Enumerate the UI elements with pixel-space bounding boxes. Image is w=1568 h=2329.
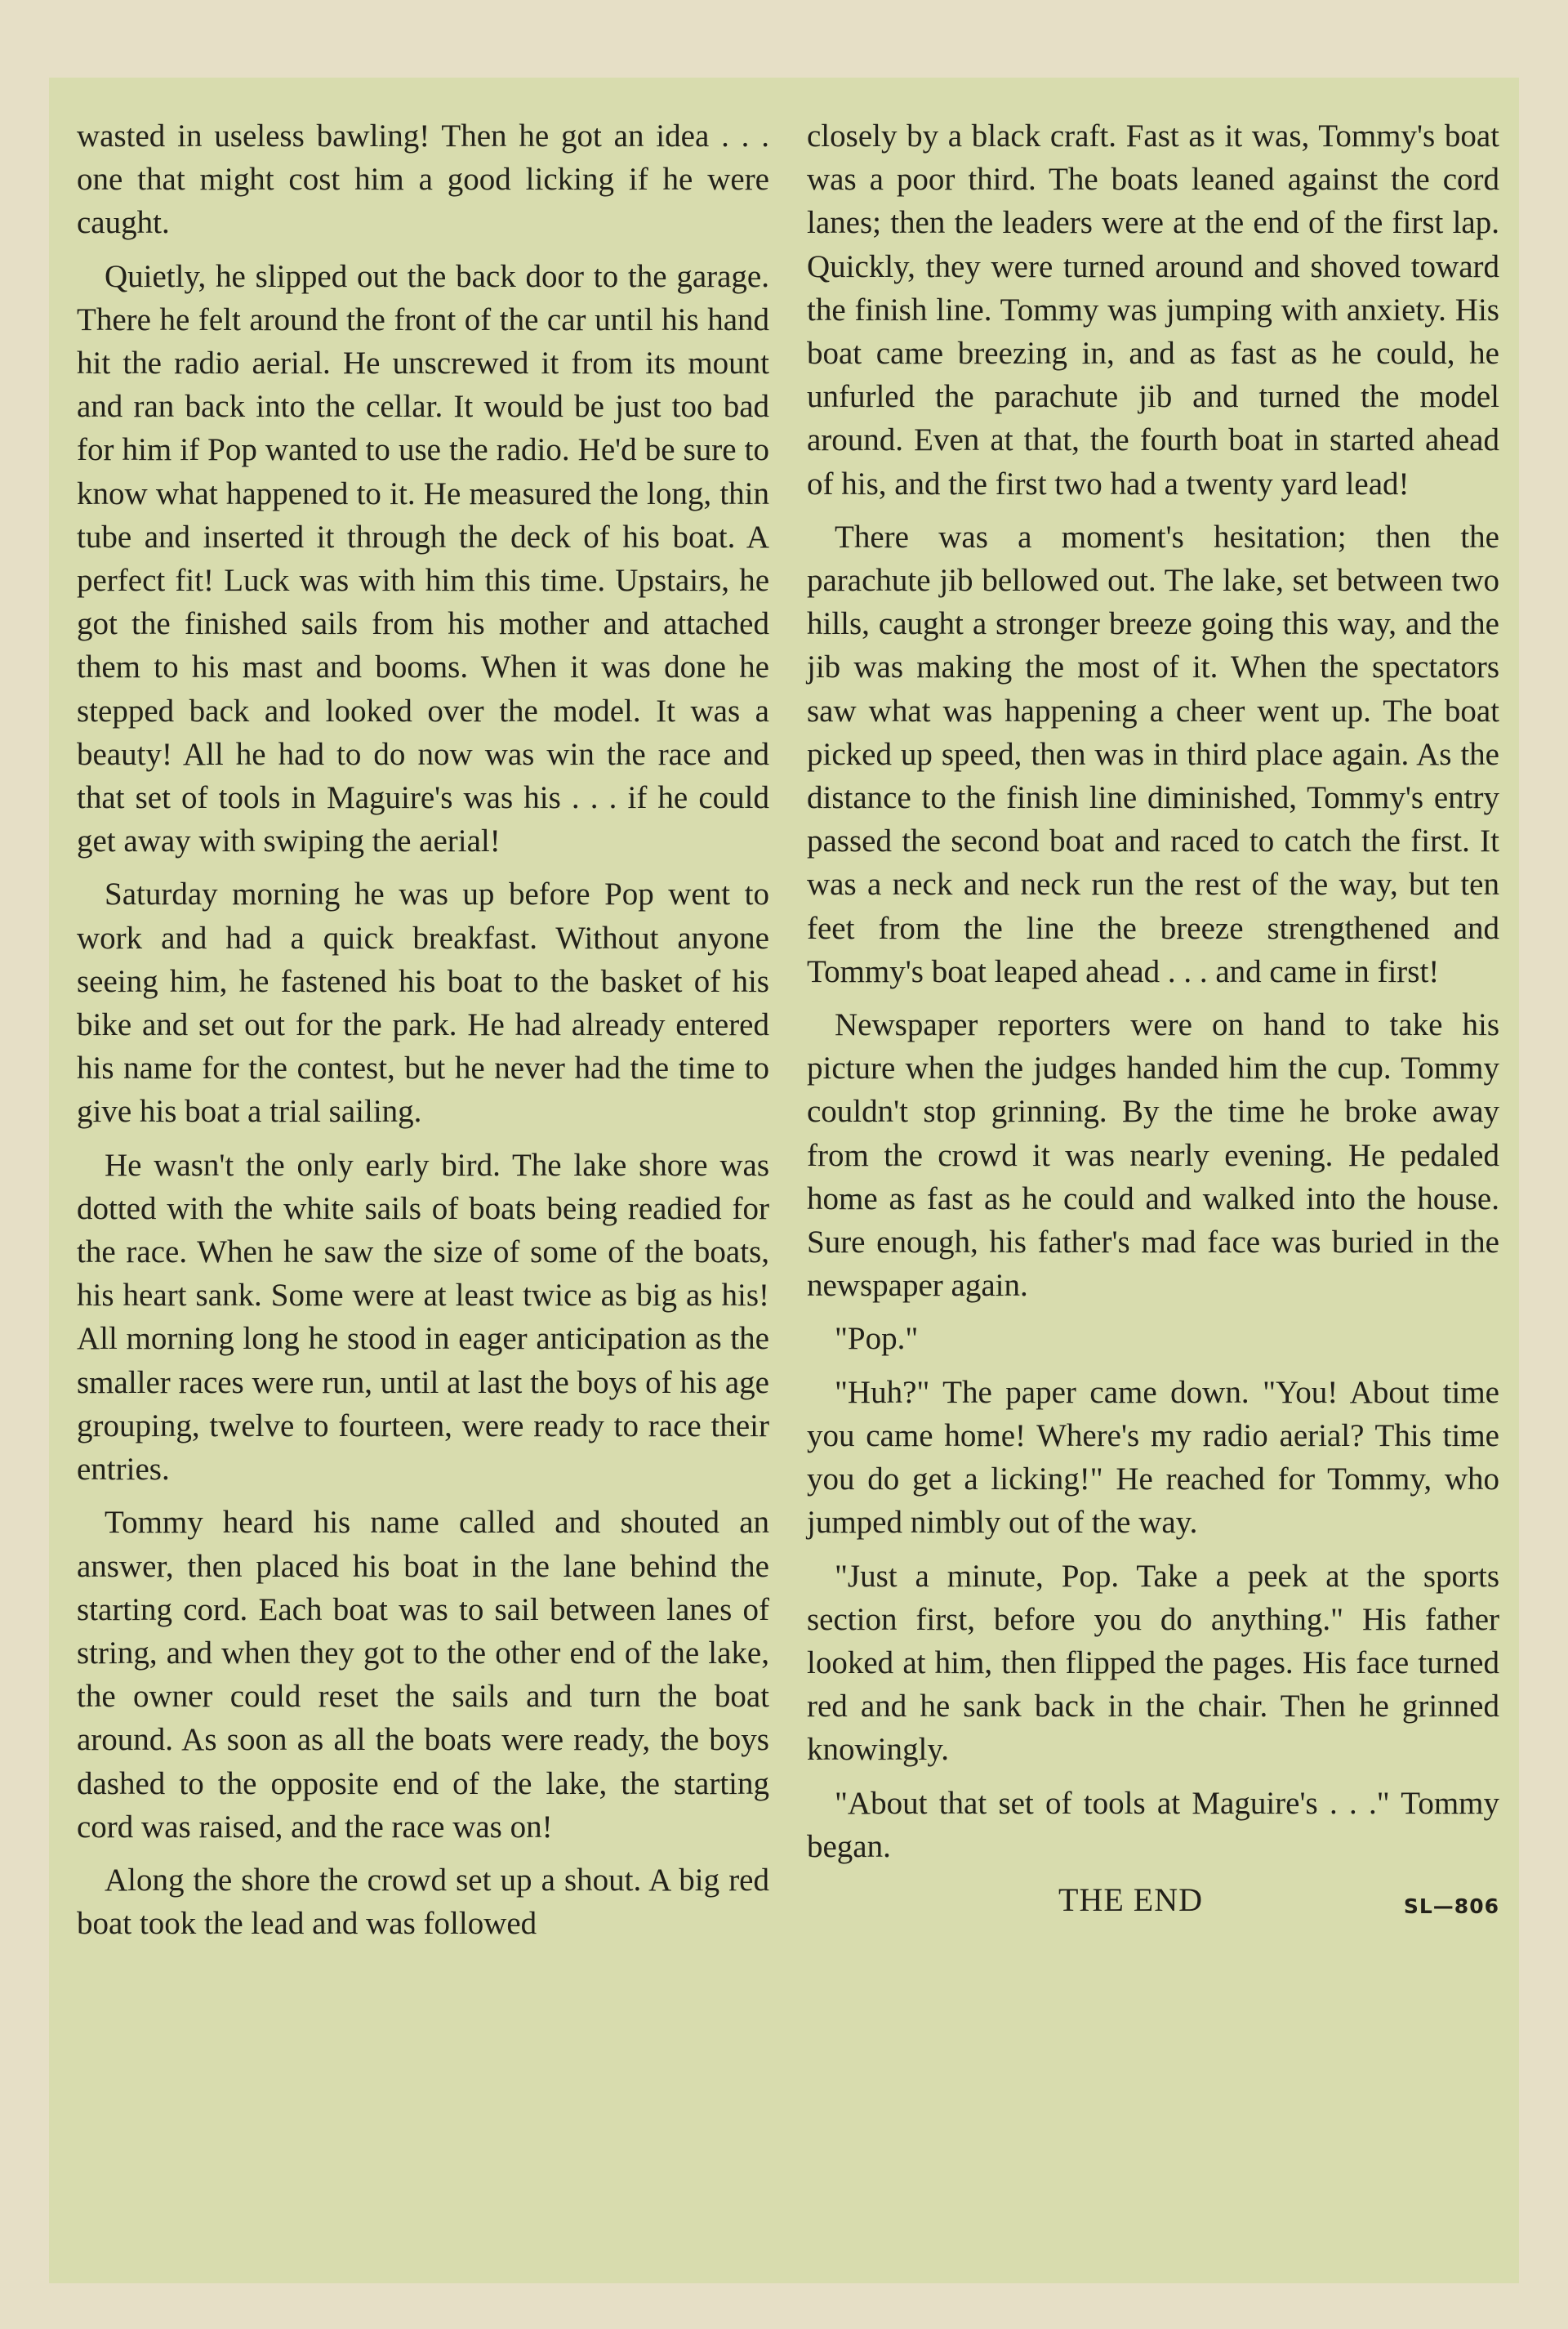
right-column: [807, 114, 1499, 1922]
left-column: [77, 114, 769, 1955]
paragraph: "Huh?" The paper came down. "You! About time you came home! Where's my radio aerial? This time you do get a licking!" He reached for Tommy, who jumped nimbly out of the way.: [807, 1374, 1499, 1541]
paragraph: wasted in useless bawling! Then he got an idea . . . one that might cost him a good licking if he were caught.: [77, 118, 769, 241]
paragraph: Newspaper reporters were on hand to take his picture when the judges handed him the cup. Tommy couldn't stop grinning. By the time he broke away from the crowd it was nearly evening. He pedaled home as fast as he could and walked into the house. Sure enough, his father's mad face was buried in the newspaper again.: [807, 1007, 1499, 1304]
the-end-label: THE END: [1058, 1881, 1203, 1918]
paragraph: closely by a black craft. Fast as it was, Tommy's boat was a poor third. The boats leaned against the cord lanes; then the leaders were at the end of the first lap. Quickly, they were turned around and shoved toward the finish line. Tommy was jumping with anxiety. His boat came breezing in, and as fast as he could, he unfurled the parachute jib and turned the model around. Even at that, the fourth boat in started ahead of his, and the first two had a twenty yard lead!: [807, 118, 1499, 502]
paragraph: There was a moment's hesitation; then the parachute jib bellowed out. The lake, set between two hills, caught a stronger breeze going this way, and the jib was making the most of it. When the spectators saw what was happening a cheer went up. The boat picked up speed, then was in third place again. As the distance to the finish line diminished, Tommy's entry passed the second boat and raced to catch the first. It was a neck and neck run the rest of the way, but ten feet from the line the breeze strengthened and Tommy's boat leaped ahead . . . and came in first!: [807, 519, 1499, 989]
paragraph: Tommy heard his name called and shouted an answer, then placed his boat in the lane behind the starting cord. Each boat was to sail between lanes of string, and when they got to the other end of the lake, the owner could reset the sails and turn the boat around. As soon as all the boats were ready, the boys dashed to the opposite end of the lake, the starting cord was raised, and the race was on!: [77, 1505, 769, 1845]
paragraph: Saturday morning he was up before Pop went to work and had a quick breakfast. Without anyone seeing him, he fastened his boat to the basket of his bike and set out for the park. He had already entered his name for the contest, but he never had the time to give his boat a trial sailing.: [77, 877, 769, 1130]
paragraph: "About that set of tools at Maguire's . . ." Tommy began.: [807, 1785, 1499, 1864]
paragraph: Quietly, he slipped out the back door to the garage. There he felt around the front of the car until his hand hit the radio aerial. He unscrewed it from its mount and ran back into the cellar. It would be just too bad for him if Pop wanted to use the radio. He'd be sure to know what happened to it. He measured the long, thin tube and inserted it through the deck of his boat. A perfect fit! Luck was with him this time. Upstairs, he got the finished sails from his mother and attached them to his mast and booms. When it was done he stepped back and looked over the model. It was a beauty! All he had to do now was win the race and that set of tools in Maguire's was his . . . if he could get away with swiping the aerial!: [77, 258, 769, 859]
paragraph: "Just a minute, Pop. Take a peek at the sports section first, before you do anything." His father looked at him, then flipped the pages. His face turned red and he sank back in the chair. Then he grinned knowingly.: [807, 1558, 1499, 1768]
paragraph: He wasn't the only early bird. The lake shore was dotted with the white sails of boats being readied for the race. When he saw the size of some of the boats, his heart sank. Some were at least twice as big as his! All morning long he stood in eager anticipation as the smaller races were run, until at last the boys of his age grouping, twelve to fourteen, were ready to race their entries.: [77, 1147, 769, 1488]
page-code: SL—806: [1403, 1894, 1499, 1918]
paragraph: "Pop.": [835, 1321, 919, 1357]
paragraph: Along the shore the crowd set up a shout. A big red boat took the lead and was followed: [77, 1862, 769, 1942]
end-line: [807, 1878, 1499, 1922]
